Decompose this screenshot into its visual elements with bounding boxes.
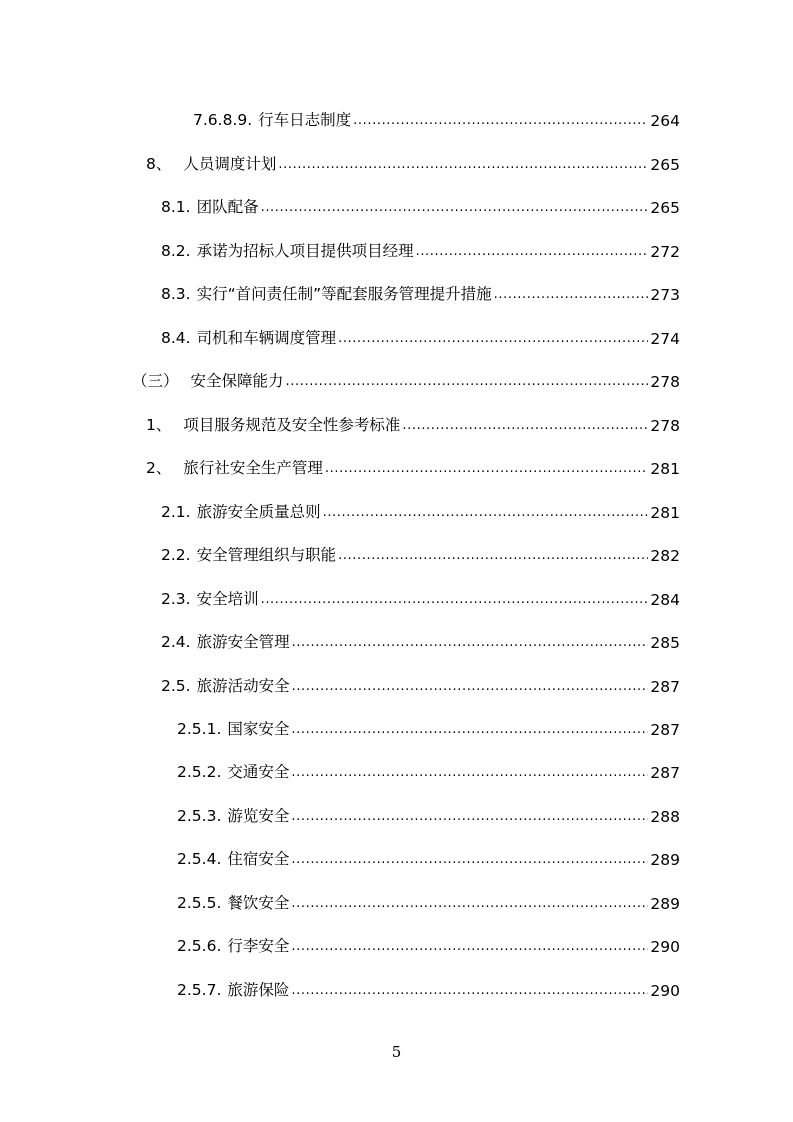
toc-entry-number: （三） bbox=[132, 372, 179, 390]
toc-entry-title: 行车日志制度 bbox=[258, 111, 352, 129]
toc-entry-title: 行李安全 bbox=[227, 937, 290, 955]
toc-entry-title: 安全管理组织与职能 bbox=[196, 546, 337, 564]
toc-entry-title: 游览安全 bbox=[227, 807, 290, 825]
toc-leader-dots bbox=[286, 373, 649, 391]
toc-entry[interactable] bbox=[177, 756, 680, 782]
toc-entry-number: 8.2. bbox=[161, 242, 191, 260]
toc-entry-number: 2.5.2. bbox=[177, 763, 222, 781]
toc-entry-number: 2.5.1. bbox=[177, 720, 222, 738]
toc-entry[interactable] bbox=[177, 713, 680, 739]
toc-entry[interactable] bbox=[177, 843, 680, 869]
toc-entry[interactable] bbox=[161, 235, 680, 261]
toc-entry-title: 住宿安全 bbox=[227, 850, 290, 868]
toc-entry-title: 安全保障能力 bbox=[190, 372, 284, 390]
toc-entry-page: 284 bbox=[650, 591, 680, 609]
toc-entry-page: 290 bbox=[650, 938, 680, 956]
toc-entry-page: 287 bbox=[650, 721, 680, 739]
toc-entry-title: 旅游活动安全 bbox=[196, 677, 290, 695]
toc-entry-number: 2.5.4. bbox=[177, 850, 222, 868]
toc-leader-dots bbox=[261, 199, 649, 217]
toc-entry[interactable] bbox=[161, 496, 680, 522]
toc-entry-page: 287 bbox=[650, 678, 680, 696]
toc-leader-dots bbox=[278, 156, 648, 174]
toc-entry-number: 8.1. bbox=[161, 198, 191, 216]
toc-entry[interactable] bbox=[161, 539, 680, 565]
toc-entry-title: 旅游保险 bbox=[227, 981, 290, 999]
toc-entry[interactable] bbox=[177, 930, 680, 956]
toc-entry-number: 2.5. bbox=[161, 677, 191, 695]
toc-leader-dots bbox=[291, 764, 648, 782]
toc-entry-page: 281 bbox=[650, 460, 680, 478]
toc-entry-page: 274 bbox=[650, 330, 680, 348]
toc-entry-number: 2.5.5. bbox=[177, 894, 222, 912]
toc-entry[interactable] bbox=[177, 887, 680, 913]
toc-leader-dots bbox=[291, 808, 648, 826]
toc-entry[interactable] bbox=[161, 670, 680, 696]
toc-entry-title: 实行“首问责任制”等配套服务管理提升措施 bbox=[196, 285, 492, 303]
toc-leader-dots bbox=[291, 721, 648, 739]
toc-entry[interactable] bbox=[161, 626, 680, 652]
page-number: 5 bbox=[391, 1043, 402, 1061]
toc-entry-number: 7.6.8.9. bbox=[193, 111, 253, 129]
toc-entry-page: 264 bbox=[650, 112, 680, 130]
toc-entry[interactable] bbox=[161, 191, 680, 217]
toc-entry-page: 278 bbox=[650, 417, 680, 435]
toc-leader-dots bbox=[338, 547, 648, 565]
toc-leader-dots bbox=[291, 851, 648, 869]
toc-entry[interactable] bbox=[177, 974, 680, 1000]
toc-entry[interactable] bbox=[132, 365, 680, 391]
toc-leader-dots bbox=[325, 460, 649, 478]
toc-entry-page: 287 bbox=[650, 764, 680, 782]
toc-entry-title: 旅行社安全生产管理 bbox=[183, 459, 323, 477]
toc-entry[interactable] bbox=[177, 800, 680, 826]
toc-leader-dots bbox=[292, 678, 649, 696]
toc-entry-title: 项目服务规范及安全性参考标准 bbox=[183, 416, 401, 434]
toc-entry-number: 8、 bbox=[146, 155, 172, 173]
toc-entry-page: 290 bbox=[650, 982, 680, 1000]
toc-entry-page: 265 bbox=[650, 156, 680, 174]
toc-entry-number: 8.4. bbox=[161, 329, 191, 347]
toc-entry[interactable] bbox=[161, 583, 680, 609]
toc-leader-dots bbox=[494, 286, 649, 304]
toc-entry-page: 285 bbox=[650, 634, 680, 652]
toc-leader-dots bbox=[291, 895, 648, 913]
toc-leader-dots bbox=[353, 112, 648, 130]
toc-entry[interactable] bbox=[146, 409, 680, 435]
toc-entry-title: 餐饮安全 bbox=[227, 894, 290, 912]
toc-leader-dots bbox=[261, 591, 649, 609]
toc-entry-number: 2.5.7. bbox=[177, 981, 222, 999]
toc-entry-page: 265 bbox=[650, 199, 680, 217]
toc-entry-title: 安全培训 bbox=[196, 590, 259, 608]
toc-entry[interactable] bbox=[161, 278, 680, 304]
toc-entry-title: 承诺为招标人项目提供项目经理 bbox=[196, 242, 414, 260]
toc-entry-number: 8.3. bbox=[161, 285, 191, 303]
toc-entry[interactable] bbox=[193, 104, 680, 130]
toc-entry-page: 289 bbox=[650, 851, 680, 869]
toc-entry-number: 2.5.3. bbox=[177, 807, 222, 825]
toc-leader-dots bbox=[323, 504, 649, 522]
toc-entry-number: 2.1. bbox=[161, 503, 191, 521]
toc-leader-dots bbox=[292, 634, 649, 652]
toc-entry-title: 旅游安全管理 bbox=[196, 633, 290, 651]
toc-entry[interactable] bbox=[146, 452, 680, 478]
toc-entry[interactable] bbox=[161, 322, 680, 348]
toc-entry-title: 司机和车辆调度管理 bbox=[196, 329, 337, 347]
toc-entry[interactable] bbox=[146, 148, 680, 174]
toc-entry-page: 278 bbox=[650, 373, 680, 391]
toc-leader-dots bbox=[291, 982, 648, 1000]
toc-entry-number: 2.4. bbox=[161, 633, 191, 651]
toc-entry-page: 272 bbox=[650, 243, 680, 261]
toc-entry-title: 人员调度计划 bbox=[183, 155, 277, 173]
toc-entry-number: 2.5.6. bbox=[177, 937, 222, 955]
toc-entry-page: 281 bbox=[650, 504, 680, 522]
toc-entry-number: 2.2. bbox=[161, 546, 191, 564]
toc-entry-number: 1、 bbox=[146, 416, 172, 434]
toc-entry-page: 273 bbox=[650, 286, 680, 304]
toc-entry-title: 团队配备 bbox=[196, 198, 259, 216]
toc-entry-title: 交通安全 bbox=[227, 763, 290, 781]
toc-leader-dots bbox=[416, 243, 649, 261]
toc-entry-page: 288 bbox=[650, 808, 680, 826]
toc-entry-page: 289 bbox=[650, 895, 680, 913]
toc-entry-title: 旅游安全质量总则 bbox=[196, 503, 321, 521]
toc-entry-title: 国家安全 bbox=[227, 720, 290, 738]
toc-leader-dots bbox=[402, 417, 648, 435]
toc-leader-dots bbox=[338, 330, 648, 348]
toc-entry-number: 2.3. bbox=[161, 590, 191, 608]
toc-entry-number: 2、 bbox=[146, 459, 172, 477]
toc-leader-dots bbox=[291, 938, 648, 956]
toc-entry-page: 282 bbox=[650, 547, 680, 565]
